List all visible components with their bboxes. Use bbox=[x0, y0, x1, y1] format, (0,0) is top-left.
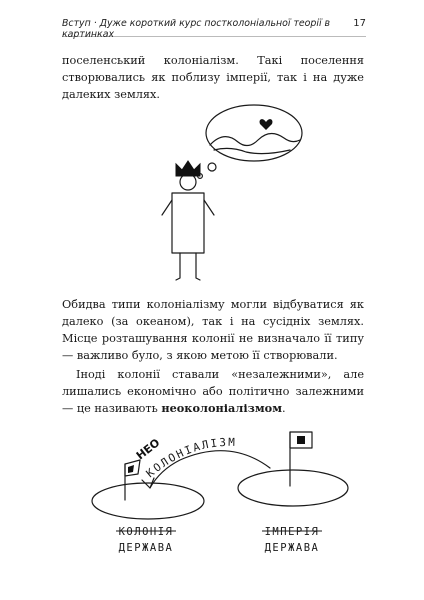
colony-crossed-label: КОЛОНІЯ bbox=[118, 526, 174, 538]
figure-left-arm bbox=[162, 200, 172, 215]
arc-label: КОЛОНІАЛІЗМ bbox=[143, 435, 237, 481]
neo-label: НЕО bbox=[133, 436, 163, 463]
paragraph-3-text: Іноді колонії ставали «незалежними», але лишались економічно або політично залежними — це називають bbox=[62, 368, 364, 415]
thought-bubble bbox=[206, 105, 302, 161]
paragraph-2: Обидва типи колоніалізму могли відбуватися як далеко (за океаном), так і на сусідніх землях. Місце розташування колонії не визначало її типу — важливо було, з якою метою її створювали. bbox=[62, 298, 364, 362]
neocolonialism-term: неоколоніалізмом bbox=[161, 401, 283, 415]
neocolonialism-diagram bbox=[80, 418, 350, 593]
colony-ellipse bbox=[92, 483, 204, 519]
heart-icon bbox=[260, 119, 273, 130]
thought-figure-illustration bbox=[150, 100, 310, 290]
empire-flag-mark bbox=[297, 436, 305, 444]
bubble-hills bbox=[210, 133, 300, 145]
empire-new-label: ДЕРЖАВА bbox=[264, 542, 320, 554]
figure-body bbox=[172, 193, 204, 253]
page-number: 17 bbox=[353, 18, 366, 29]
running-header bbox=[62, 18, 366, 40]
running-title: Вступ · Дуже короткий курс постколоніальної теорії в картинках bbox=[62, 18, 331, 40]
empire-crossed-label: ІМПЕРІЯ bbox=[264, 526, 320, 538]
figure-right-leg bbox=[196, 253, 200, 280]
paragraph-3 bbox=[62, 366, 364, 417]
figure-right-arm bbox=[204, 200, 214, 215]
colony-flag-mark bbox=[128, 465, 134, 473]
crown-icon bbox=[176, 161, 200, 176]
empire-ellipse bbox=[238, 470, 348, 506]
colony-new-label: ДЕРЖАВА bbox=[118, 542, 174, 554]
paragraph-1: поселенський колоніалізм. Такі поселення створювались як поблизу імперії, так і на дуже далеких землях. bbox=[62, 54, 364, 101]
thought-dot-large bbox=[208, 163, 216, 171]
figure-left-leg bbox=[176, 253, 180, 280]
paragraph-3-end: . bbox=[282, 402, 286, 415]
